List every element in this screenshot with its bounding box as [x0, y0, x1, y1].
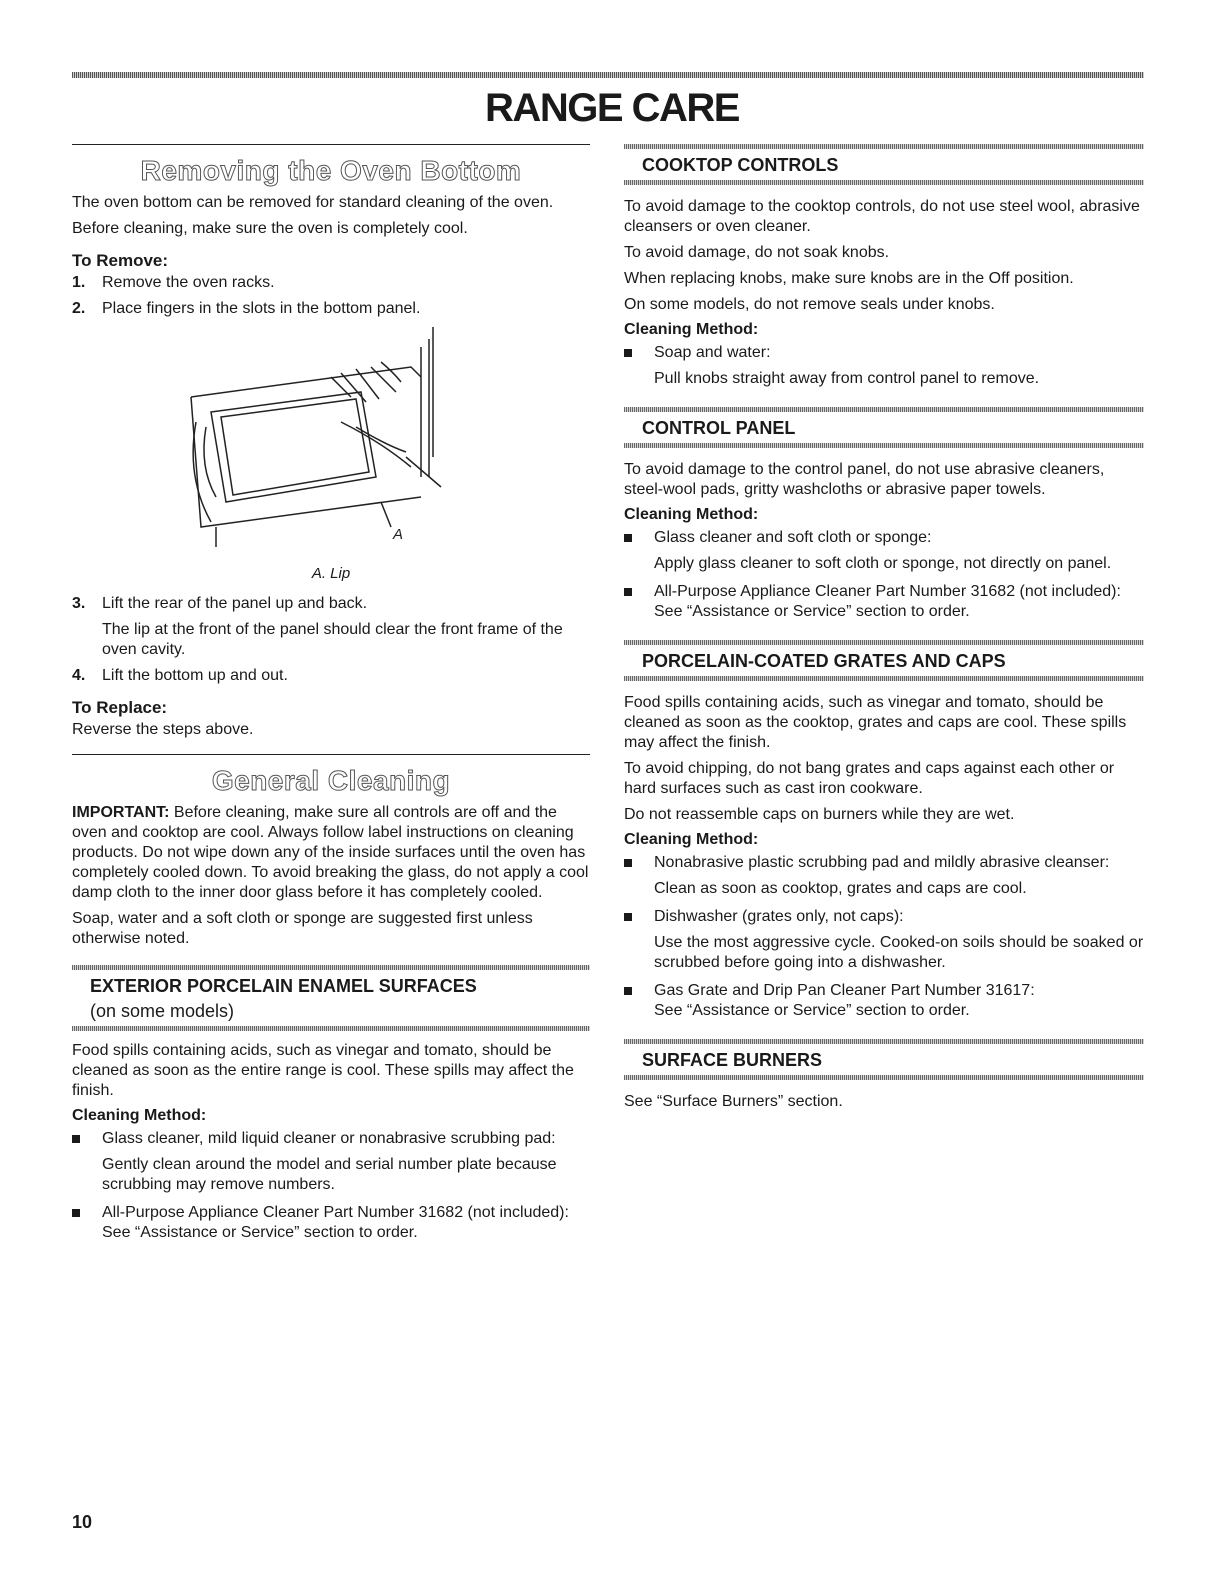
cooktop-p4: On some models, do not remove seals under knobs.	[624, 296, 995, 313]
step-text: Lift the rear of the panel up and back.	[102, 595, 368, 612]
general-cleaning-title: General Cleaning	[211, 765, 451, 796]
section-divider	[72, 754, 590, 755]
bullet-text: Nonabrasive plastic scrubbing pad and mildly abrasive cleanser:	[654, 854, 1110, 871]
removing-intro-1: The oven bottom can be removed for standard cleaning of the oven.	[72, 194, 554, 211]
step-number: 2.	[72, 300, 86, 317]
exterior-method-label: Cleaning Method:	[72, 1107, 207, 1124]
step-item	[72, 594, 590, 614]
page-title: RANGE CARE	[485, 86, 739, 130]
bullet-text: Gas Grate and Drip Pan Cleaner Part Number 31617:	[654, 982, 1035, 999]
oven-bottom-illustration	[72, 327, 590, 559]
grates-p3: Do not reassemble caps on burners while they are wet.	[624, 806, 1015, 823]
bullet-text: All-Purpose Appliance Cleaner Part Number 31682 (not included):	[654, 583, 1121, 600]
grates-b1-sub: Clean as soon as cooktop, grates and caps are cool.	[654, 880, 1027, 897]
exterior-b1-sub: Gently clean around the model and serial number plate because scrubbing may remove numbers.	[102, 1156, 557, 1193]
step-3-note: The lip at the front of the panel should clear the front frame of the oven cavity.	[102, 621, 563, 658]
cooktop-heading-block	[624, 144, 1144, 185]
cooktop-p3: When replacing knobs, make sure knobs are in the Off position.	[624, 270, 1074, 287]
grates-bullets	[624, 853, 1144, 873]
control-panel-p1: To avoid damage to the control panel, do not use abrasive cleaners, steel-wool pads, gritty washcloths or abrasive paper towels.	[624, 461, 1105, 498]
bullet-square-icon	[624, 981, 654, 1001]
remove-steps-a	[72, 273, 590, 319]
important-label: IMPORTANT:	[72, 804, 170, 821]
exterior-b2-sub: See “Assistance or Service” section to order.	[102, 1224, 418, 1241]
exterior-heading-block	[72, 965, 590, 1031]
burners-heading-block	[624, 1039, 1144, 1080]
grates-b3-sub: See “Assistance or Service” section to order.	[654, 1002, 970, 1019]
cooktop-bullets	[624, 343, 1144, 363]
removing-title: Removing the Oven Bottom	[140, 155, 522, 186]
figure-label-a: A	[393, 526, 404, 543]
bullet-square-icon	[624, 343, 654, 363]
page-number: 10	[72, 1512, 93, 1532]
control-panel-heading: CONTROL PANEL	[642, 418, 796, 438]
bullet-item	[624, 528, 1144, 548]
bullet-item	[624, 343, 1144, 363]
bullet-item	[624, 582, 1144, 602]
oven-bottom-drawing	[181, 327, 481, 559]
top-hatch-bar	[72, 72, 1144, 78]
step-text: Place fingers in the slots in the bottom panel.	[102, 300, 421, 317]
figure-caption: A. Lip	[311, 565, 351, 582]
grates-p1: Food spills containing acids, such as vinegar and tomato, should be cleaned as soon as the cooktop, grates and caps are cool. These spills may affect the finish.	[624, 694, 1127, 751]
important-paragraph	[72, 803, 590, 903]
bullet-square-icon	[72, 1129, 102, 1149]
control-panel-bullets-2	[624, 582, 1144, 602]
step-number: 4.	[72, 667, 86, 684]
cooktop-b1-sub: Pull knobs straight away from control panel to remove.	[654, 370, 1040, 387]
grates-heading: PORCELAIN-COATED GRATES AND CAPS	[642, 651, 1006, 671]
bullet-item	[624, 853, 1144, 873]
control-panel-heading-block	[624, 407, 1144, 448]
control-panel-method-label: Cleaning Method:	[624, 506, 759, 523]
bullet-square-icon	[624, 528, 654, 548]
remove-steps-b	[72, 594, 590, 614]
bullet-text: Glass cleaner, mild liquid cleaner or nonabrasive scrubbing pad:	[102, 1130, 556, 1147]
right-column	[624, 144, 1144, 1118]
burners-p1: See “Surface Burners” section.	[624, 1093, 843, 1110]
bullet-item	[72, 1203, 590, 1223]
control-panel-b1-sub: Apply glass cleaner to soft cloth or sponge, not directly on panel.	[654, 555, 1112, 572]
exterior-heading: EXTERIOR PORCELAIN ENAMEL SURFACES	[90, 976, 477, 996]
to-replace-heading: To Replace:	[72, 698, 168, 717]
bullet-square-icon	[624, 907, 654, 927]
bullet-item	[624, 981, 1144, 1001]
replace-text: Reverse the steps above.	[72, 721, 254, 738]
bullet-text: Soap and water:	[654, 344, 771, 361]
remove-steps-c	[72, 666, 590, 686]
cooktop-p1: To avoid damage to the cooktop controls, do not use steel wool, abrasive cleansers or oven cleaner.	[624, 198, 1140, 235]
important-text: Before cleaning, make sure all controls are off and the oven and cooktop are cool. Always follow label instructions on cleaning products. Do not wipe down any of the inside surfaces until the oven has completely cooled down. To avoid breaking the glass, do not apply a cool damp cloth to the inner door glass before it has completely cooled.	[72, 804, 589, 901]
grates-heading-block	[624, 640, 1144, 681]
step-text: Lift the bottom up and out.	[102, 667, 288, 684]
bullet-square-icon	[624, 853, 654, 873]
grates-method-label: Cleaning Method:	[624, 831, 759, 848]
cooktop-heading: COOKTOP CONTROLS	[642, 155, 839, 175]
soap-paragraph: Soap, water and a soft cloth or sponge are suggested first unless otherwise noted.	[72, 910, 533, 947]
control-panel-bullets	[624, 528, 1144, 548]
step-number: 3.	[72, 595, 86, 612]
grates-b2-sub: Use the most aggressive cycle. Cooked-on soils should be soaked or scrubbed before going into a dishwasher.	[654, 934, 1144, 971]
to-remove-heading: To Remove:	[72, 251, 169, 270]
cooktop-p2: To avoid damage, do not soak knobs.	[624, 244, 890, 261]
burners-heading: SURFACE BURNERS	[642, 1050, 823, 1070]
step-item	[72, 273, 590, 293]
exterior-p1: Food spills containing acids, such as vinegar and tomato, should be cleaned as soon as the entire range is cool. These spills may affect the finish.	[72, 1042, 574, 1099]
step-item	[72, 299, 590, 319]
left-column	[72, 144, 590, 1251]
exterior-bullets-2	[72, 1203, 590, 1223]
control-panel-b2-sub: See “Assistance or Service” section to order.	[654, 603, 970, 620]
step-item	[72, 666, 590, 686]
bullet-text: Glass cleaner and soft cloth or sponge:	[654, 529, 932, 546]
step-text: Remove the oven racks.	[102, 274, 275, 291]
bullet-item	[624, 907, 1144, 927]
removing-intro-2: Before cleaning, make sure the oven is completely cool.	[72, 220, 468, 237]
grates-bullets-2	[624, 907, 1144, 927]
bullet-item	[72, 1129, 590, 1149]
section-divider	[72, 144, 590, 145]
exterior-bullets	[72, 1129, 590, 1149]
grates-bullets-3	[624, 981, 1144, 1001]
cooktop-method-label: Cleaning Method:	[624, 321, 759, 338]
bullet-square-icon	[624, 582, 654, 602]
step-number: 1.	[72, 274, 86, 291]
grates-p2: To avoid chipping, do not bang grates and caps against each other or hard surfaces such as cast iron cookware.	[624, 760, 1115, 797]
bullet-text: Dishwasher (grates only, not caps):	[654, 908, 904, 925]
bullet-text: All-Purpose Appliance Cleaner Part Number 31682 (not included):	[102, 1204, 569, 1221]
exterior-subheading: (on some models)	[90, 1001, 235, 1021]
bullet-square-icon	[72, 1203, 102, 1223]
